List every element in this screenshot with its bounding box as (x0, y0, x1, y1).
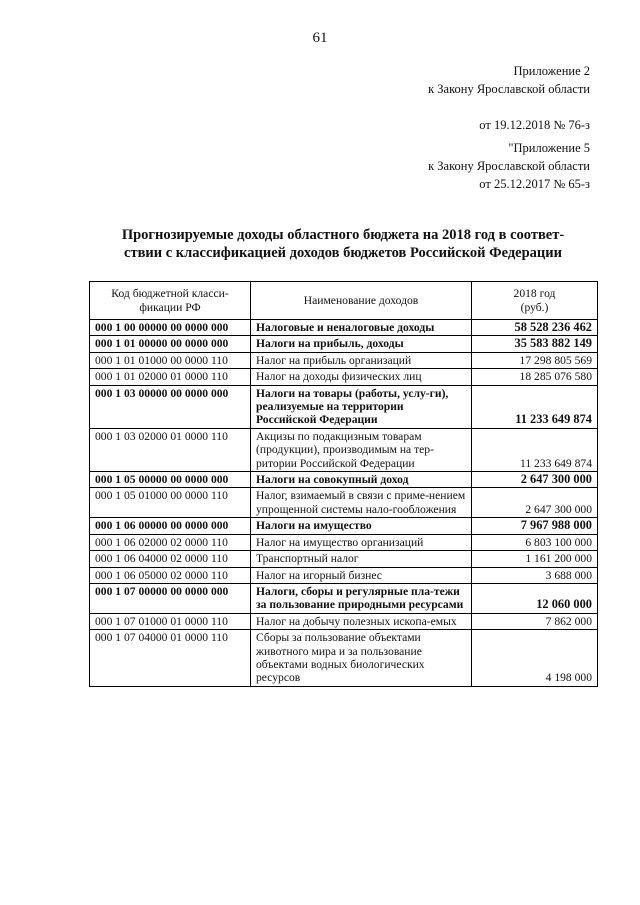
row-code: 000 1 07 01000 01 0000 110 (90, 613, 251, 629)
table-row (90, 583, 598, 613)
row-code: 000 1 07 00000 00 0000 000 (90, 583, 251, 613)
row-code: 000 1 00 00000 00 0000 000 (90, 320, 251, 336)
table-row (90, 336, 598, 352)
row-name: Налог на игорный бизнес (251, 567, 472, 583)
table-row (90, 551, 598, 567)
row-amount: 2 647 300 000 (472, 488, 598, 518)
row-code: 000 1 06 04000 02 0000 110 (90, 551, 251, 567)
table-header-row (90, 282, 598, 320)
row-code: 000 1 01 00000 00 0000 000 (90, 336, 251, 352)
row-code: 000 1 03 02000 01 0000 110 (90, 428, 251, 471)
row-code: 000 1 06 00000 00 0000 000 (90, 518, 251, 534)
row-amount: 4 198 000 (472, 630, 598, 687)
appendix-old-date: от 25.12.2017 № 65-з (479, 177, 590, 191)
row-code: 000 1 06 05000 02 0000 110 (90, 567, 251, 583)
revenue-table-header (90, 282, 598, 320)
table-row (90, 630, 598, 687)
header-name: Наименование доходов (251, 282, 472, 320)
row-name: Транспортный налог (251, 551, 472, 567)
appendix-new-date: от 19.12.2018 № 76-з (479, 118, 590, 132)
row-code: 000 1 05 00000 00 0000 000 (90, 472, 251, 488)
row-name: Налоги, сборы и регулярные пла-тежи за пользование природными ресурсами (251, 583, 472, 613)
row-name: Налоги на совокупный доход (251, 472, 472, 488)
row-amount: 18 285 076 580 (472, 369, 598, 385)
row-code: 000 1 01 01000 00 0000 110 (90, 352, 251, 368)
table-row (90, 369, 598, 385)
row-code: 000 1 03 00000 00 0000 000 (90, 385, 251, 428)
row-name: Налоговые и неналоговые доходы (251, 320, 472, 336)
table-row (90, 488, 598, 518)
row-name: Сборы за пользование объектами животного мира и за пользование объектами водных биологических ресурсов (251, 630, 472, 687)
document-title-line2: ствии с классификацией доходов бюджетов Российской Федерации (124, 245, 562, 261)
header-year (472, 282, 598, 320)
row-amount: 17 298 805 569 (472, 352, 598, 368)
table-row (90, 385, 598, 428)
appendix-new-reference (428, 62, 590, 134)
row-name: Налог на прибыль организаций (251, 352, 472, 368)
appendix-new-line2: к Закону Ярославской области (428, 82, 590, 96)
table-row (90, 472, 598, 488)
row-amount: 3 688 000 (472, 567, 598, 583)
row-amount: 2 647 300 000 (472, 472, 598, 488)
row-name: Налог, взимаемый в связи с приме-нением упрощенной системы нало-гообложения (251, 488, 472, 518)
table-row (90, 613, 598, 629)
row-code: 000 1 05 01000 00 0000 110 (90, 488, 251, 518)
row-name: Акцизы по подакцизным товарам (продукции), производимым на тер-ритории Российской Федерации (251, 428, 472, 471)
appendix-old-line2: к Закону Ярославской области (428, 159, 590, 173)
row-amount: 35 583 882 149 (472, 336, 598, 352)
row-name: Налог на добычу полезных ископа-емых (251, 613, 472, 629)
appendix-old-reference (428, 139, 590, 193)
revenue-table-body (90, 320, 598, 687)
revenue-table (89, 281, 598, 687)
appendix-old-line1: "Приложение 5 (508, 141, 590, 155)
row-amount: 1 161 200 000 (472, 551, 598, 567)
row-name: Налоги на имущество (251, 518, 472, 534)
row-name: Налоги на прибыль, доходы (251, 336, 472, 352)
header-code-line2: фикации РФ (139, 300, 201, 314)
row-name: Налог на имущество организаций (251, 534, 472, 550)
row-amount: 6 803 100 000 (472, 534, 598, 550)
row-amount: 11 233 649 874 (472, 385, 598, 428)
row-amount: 7 862 000 (472, 613, 598, 629)
row-amount: 58 528 236 462 (472, 320, 598, 336)
row-name: Налоги на товары (работы, услу-ги), реализуемые на территории Российской Федерации (251, 385, 472, 428)
row-amount: 11 233 649 874 (472, 428, 598, 471)
table-row (90, 534, 598, 550)
row-code: 000 1 06 02000 02 0000 110 (90, 534, 251, 550)
header-year-line1: 2018 год (513, 286, 556, 300)
table-row (90, 518, 598, 534)
row-amount: 12 060 000 (472, 583, 598, 613)
header-code (90, 282, 251, 320)
header-code-line1: Код бюджетной класси- (111, 286, 229, 300)
row-code: 000 1 01 02000 01 0000 110 (90, 369, 251, 385)
document-title-line1: Прогнозируемые доходы областного бюджета на 2018 год в соответ- (121, 227, 565, 243)
row-code: 000 1 07 04000 01 0000 110 (90, 630, 251, 687)
table-row (90, 352, 598, 368)
row-amount: 7 967 988 000 (472, 518, 598, 534)
document-title (90, 226, 596, 262)
page-number: 61 (312, 30, 328, 46)
appendix-new-line1: Приложение 2 (513, 64, 590, 78)
table-row (90, 320, 598, 336)
row-name: Налог на доходы физических лиц (251, 369, 472, 385)
table-row (90, 428, 598, 471)
header-year-line2: (руб.) (520, 300, 549, 314)
table-row (90, 567, 598, 583)
